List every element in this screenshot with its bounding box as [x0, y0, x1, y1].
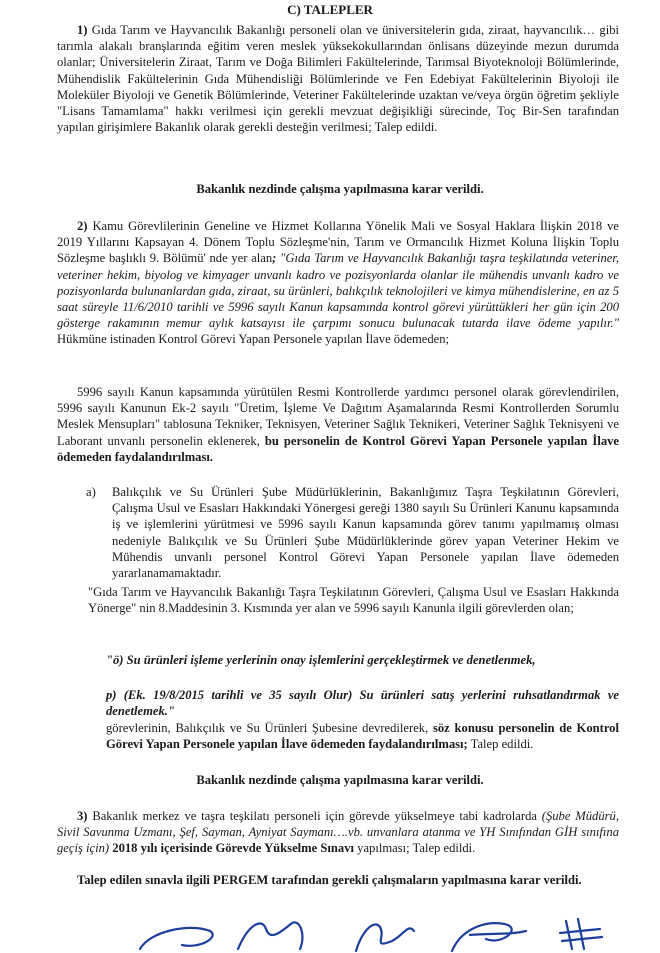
request-3 — [57, 808, 619, 857]
signature-1-stroke — [140, 928, 213, 949]
signature-5-stroke — [560, 919, 602, 949]
request-3-italic: (Şube Müdürü, Sivil Savunma Uzmanı, Şef, Sayman, Ayniyat Saymanı….vb. unvanlara atanma ve YH Sınıfından GİH sınıfına geçiş için) — [57, 809, 619, 856]
request-2-conclusion-text: görevlerinin, Balıkçılık ve Su Ürünleri Şubesine devredilerek, — [106, 721, 429, 735]
decision-2: Bakanlık nezdinde çalışma yapılmasına karar verildi. — [196, 773, 484, 787]
request-2-quote: "Gıda Tarım ve Hayvancılık Bakanlığı taşra teşkilatında veteriner, veteriner hekim, biyolog ve kimyager unvanlı kadro ve pozisyonlarda olanlar ile mühendis unvanlı kadro ve pozisyonlarda bulunanlardan gıda, ziraat, su ürünleri, balıkçılık teknolojileri ve kimya mühendislerine, en az 5 saat süreyle 11/6/2010 tarihli ve 5996 sayılı Kanun kapsamında kontrol görevi yürüttükleri her gün için 200 gösterge rakamının memur aylık katsayısı ile çarpımı sonucu bulunacak tutarda ilave ödeme yapılır." — [57, 251, 619, 331]
request-3-tail: yapılması; Talep edildi. — [357, 841, 476, 856]
request-2-conclusion — [106, 720, 619, 752]
quoted-duty-o: "ö) Su ürünleri işleme yerlerinin onay işlemlerini gerçekleştirmek ve denetlenmek, — [106, 653, 536, 667]
signature-2-stroke — [238, 922, 302, 949]
signatures — [0, 905, 660, 953]
request-2-after: Hükmüne istinaden Kontrol Görevi Yapan Personele yapılan İlave ödemeden; — [57, 332, 450, 347]
decision-3: Talep edilen sınavla ilgili PERGEM tarafından gerekli çalışmaların yapılmasına karar verildi. — [77, 873, 582, 887]
request-1-text: Gıda Tarım ve Hayvancılık Bakanlığı personeli olan ve üniversitelerin gıda, ziraat, hayvancılık… gibi tarımla alakalı branşlarında eğitim veren meslek yüksekokullarından önlisans düzeyinde mezun durumda olanlar; Üniversitelerin Ziraat, Tarım ve Doğa Bilimleri Fakültelerinde, Tarımsal Biyoteknoloji Bölümlerinde, Mühendislik Fakültelerinin Gıda Mühendisliği Bölümlerinde ve Fen Edebiyat Fakültelerinin Biyoloji ile Moleküler Biyoloji ve Genetik Bölümlerinde, Veteriner Fakültelerinde uzaktan ve/veya örgün öğretim şekliyle "Lisans Tamamlama" hakkı verilmesi için gerekli mevzuat değişikliği sürecinde, Toç Bir-Sen tarafından yapılan girişimlere Bakanlık olarak gerekli desteğin verilmesi; Talep edildi. — [57, 23, 619, 135]
request-3-number: 3) — [77, 809, 88, 823]
signature-4-stroke — [452, 923, 526, 951]
request-2-intro: Kamu Görevlilerinin Geneline ve Hizmet Kollarına Yönelik Mali ve Sosyal Haklara İlişkin 2018 ve 2019 Yıllarını Kapsayan 4. Dönem Toplu Sözleşme'nin, Tarım ve Ormancılık Hizmet Koluna İlişkin Toplu Sözleşme başlıklı 9. Bölümü' nde yer alan — [57, 219, 620, 266]
request-3-text: Bakanlık merkez ve taşra teşkilatı personeli için görevde yükselmeye tabi kadrolarda — [92, 809, 537, 823]
directive-reference: "Gıda Tarım ve Hayvancılık Bakanlığı Taşra Teşkilatının Görevleri, Çalışma Usul ve Esasları Hakkında Yönerge" nin 8.Maddesinin 3. Kısmında yer alan ve 5996 sayılı Kanunla ilgili görevlerden olan; — [88, 585, 619, 616]
request-1-number: 1) — [77, 23, 88, 37]
decision-1: Bakanlık nezdinde çalışma yapılmasına karar verildi. — [196, 182, 484, 196]
request-2-detail-text: 5996 sayılı Kanun kapsamında yürütülen Resmi Kontrollerde yardımcı personel olarak görevlendirilen, 5996 sayılı Kanunun Ek-2 sayılı "Üretim, İşleme Ve Dağıtım Aşamalarında Resmi Kontrollerden Sorumlu Meslek Mensupları" tablosuna Tekniker, Teknisyen, Veteriner Sağlık Teknikeri, Veteriner Sağlık Teknisyeni ve Laborant unvanlı personelin eklenerek, — [57, 385, 619, 448]
item-a-label: a) — [86, 485, 96, 499]
request-3-bold: 2018 yılı içerisinde Görevde Yükselme Sınavı — [112, 841, 354, 856]
request-2 — [57, 218, 619, 348]
request-2-intro-end: ; — [272, 251, 277, 266]
request-2-number: 2) — [77, 219, 88, 233]
request-2-detail-bold: bu personelin de Kontrol Görevi Yapan Personele yapılan İlave ödemeden faydalandırılması. — [57, 433, 620, 464]
item-a-text: Balıkçılık ve Su Ürünleri Şube Müdürlüklerinin, Bakanlığımız Taşra Teşkilatının Görevleri, Çalışma Usul ve Esasları Hakkındaki Yönergesi gereği 1380 sayılı Su Ürünleri Kanunu kapsamında iş ve işlemlerini yürütmesi ve 5996 sayılı Kanun kapsamında görev tanımı yapılmamış olması nedeniyle Balıkçılık ve Su Ürünleri Şube Müdürlüklerinde görev yapan Veteriner Hekim ve Mühendis unvanlı personel Kontrol Görevi Yapan Personele yapılan İlave ödemeden yararlanamamaktadır. — [112, 485, 619, 581]
section-heading: C) TALEPLER — [287, 2, 373, 17]
signature-3-stroke — [356, 924, 414, 951]
request-2-conclusion-bold: söz konusu personelin de Kontrol Görevi Yapan Personele yapılan İlave ödemeden faydalandırılması; — [106, 721, 619, 752]
request-1 — [57, 22, 619, 135]
request-2-detail — [57, 384, 619, 465]
quoted-duty-p: p) (Ek. 19/8/2015 tarihli ve 35 sayılı Olur) Su ürünleri satış yerlerini ruhsatlandırmak ve denetlemek." — [106, 688, 619, 719]
request-2-conclusion-tail: Talep edildi. — [470, 737, 534, 752]
